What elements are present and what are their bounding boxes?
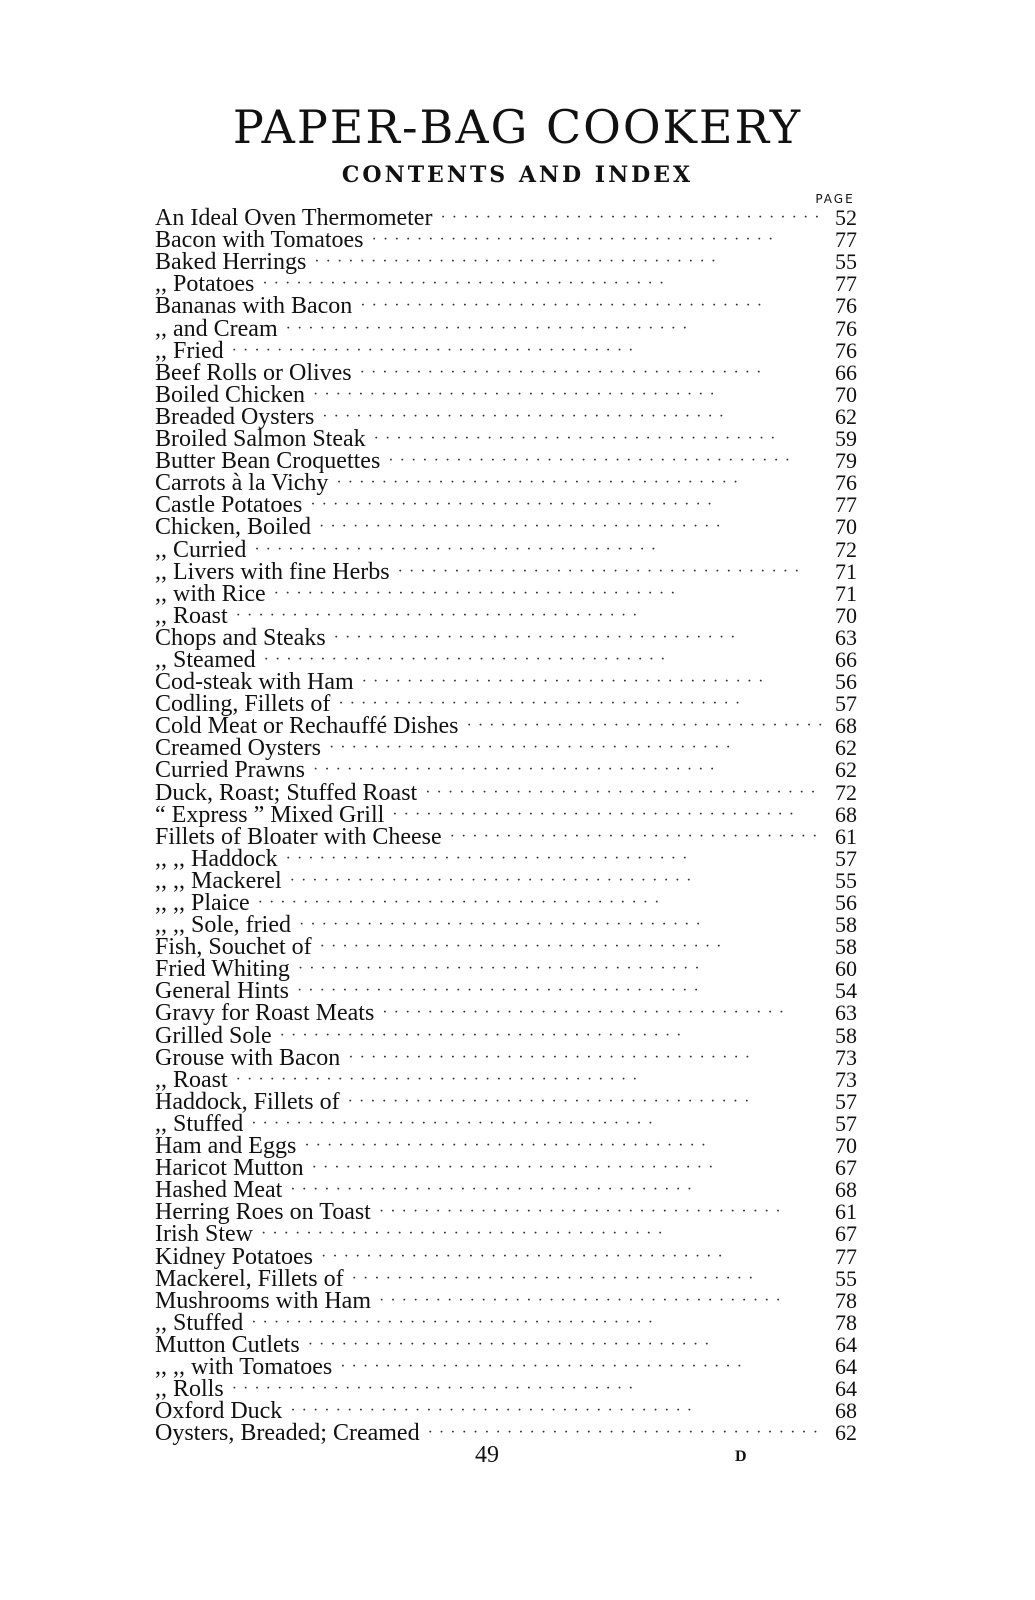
entry-page-number: 79 xyxy=(835,448,857,474)
dot-leader xyxy=(243,1113,822,1135)
index-list xyxy=(155,205,870,1447)
page-subtitle: CONTENTS AND INDEX xyxy=(341,162,694,188)
entry-title: An Ideal Oven Thermometer xyxy=(155,205,433,232)
dot-leader xyxy=(224,1378,822,1400)
entry-page-number: 72 xyxy=(835,779,857,805)
entry-page-number: 61 xyxy=(835,1199,857,1225)
index-entry xyxy=(155,823,870,850)
index-entry xyxy=(155,1066,870,1093)
entry-title: Kidney Potatoes xyxy=(155,1243,313,1270)
dot-leader xyxy=(290,958,822,980)
index-entry xyxy=(155,1044,870,1071)
entry-page-number: 76 xyxy=(835,470,857,496)
entry-title: Breaded Oysters xyxy=(155,403,315,430)
index-entry xyxy=(155,1177,870,1204)
index-entry xyxy=(155,381,870,408)
entry-title: ,, ,, with Tomatoes xyxy=(155,1353,333,1380)
index-entry xyxy=(155,558,870,585)
dot-leader xyxy=(243,1312,822,1334)
dot-leader xyxy=(228,1069,822,1091)
index-entry xyxy=(155,1420,870,1447)
entry-title: ,, Rolls xyxy=(155,1376,224,1403)
dot-leader xyxy=(371,1290,822,1312)
entry-page-number: 77 xyxy=(835,271,857,297)
dot-leader xyxy=(272,1025,822,1047)
entry-page-number: 59 xyxy=(835,426,857,452)
entry-title: ,, Steamed xyxy=(155,646,256,673)
entry-title: ,, ,, Plaice xyxy=(155,890,250,916)
entry-page-number: 61 xyxy=(835,823,857,849)
entry-page-number: 73 xyxy=(835,1066,857,1092)
entry-title: Haddock, Fillets of xyxy=(155,1088,340,1115)
dot-leader xyxy=(224,340,822,362)
page-column-header: PAGE xyxy=(815,192,855,206)
dot-leader xyxy=(305,759,822,781)
dot-leader xyxy=(312,936,822,958)
index-entry xyxy=(155,1022,870,1049)
entry-title: “ Express ” Mixed Grill xyxy=(155,801,385,828)
entry-title: ,, Roast xyxy=(155,602,228,629)
index-entry xyxy=(155,1287,870,1314)
entry-page-number: 62 xyxy=(835,735,857,761)
entry-page-number: 55 xyxy=(835,249,857,275)
dot-leader xyxy=(384,804,822,826)
index-entry xyxy=(155,1110,870,1137)
index-entry xyxy=(155,514,870,541)
dot-leader xyxy=(328,472,822,494)
entry-page-number: 68 xyxy=(835,1177,857,1203)
dot-leader xyxy=(278,318,822,340)
index-entry xyxy=(155,359,870,386)
entry-page-number: 55 xyxy=(835,867,857,893)
entry-title: ,, Livers with fine Herbs xyxy=(155,558,390,585)
index-entry xyxy=(155,956,870,983)
index-entry xyxy=(155,1243,870,1270)
dot-leader xyxy=(380,450,822,472)
dot-leader xyxy=(330,693,822,715)
index-entry xyxy=(155,801,870,828)
entry-title: Codling, Fillets of xyxy=(155,691,331,718)
dot-leader xyxy=(458,715,822,737)
entry-title: Castle Potatoes xyxy=(155,492,303,519)
entry-page-number: 70 xyxy=(835,381,857,407)
dot-leader xyxy=(289,980,822,1002)
index-entry xyxy=(155,669,870,696)
entry-title: Duck, Roast; Stuffed Roast xyxy=(155,779,418,806)
entry-page-number: 62 xyxy=(835,757,857,783)
entry-page-number: 57 xyxy=(835,845,857,871)
index-entry xyxy=(155,602,870,629)
entry-page-number: 66 xyxy=(835,646,857,672)
entry-title: Cod-steak with Ham xyxy=(155,669,354,696)
dot-leader xyxy=(340,1047,822,1069)
index-entry xyxy=(155,315,870,342)
index-entry xyxy=(155,978,870,1005)
index-entry xyxy=(155,1088,870,1115)
dot-leader xyxy=(246,539,822,561)
dot-leader xyxy=(332,1356,822,1378)
entry-page-number: 76 xyxy=(835,337,857,363)
index-entry xyxy=(155,691,870,718)
entry-title: Cold Meat or Rechauffé Dishes xyxy=(155,713,459,740)
entry-page-number: 73 xyxy=(835,1044,857,1070)
entry-title: ,, with Rice xyxy=(155,580,266,607)
dot-leader xyxy=(321,737,822,759)
dot-leader xyxy=(250,892,822,914)
index-entry xyxy=(155,892,870,914)
index-entry xyxy=(155,845,870,872)
entry-page-number: 56 xyxy=(835,669,857,695)
dot-leader xyxy=(313,1246,822,1268)
dot-leader xyxy=(390,561,822,583)
dot-leader xyxy=(371,1201,822,1223)
index-entry xyxy=(155,337,870,364)
dot-leader xyxy=(304,1157,822,1179)
entry-page-number: 60 xyxy=(835,956,857,982)
entry-page-number: 68 xyxy=(835,1398,857,1424)
index-entry xyxy=(155,779,870,806)
dot-leader xyxy=(302,494,822,516)
entry-title: Broiled Salmon Steak xyxy=(155,426,366,453)
index-entry xyxy=(155,934,870,961)
index-entry xyxy=(155,1199,870,1226)
entry-title: ,, Curried xyxy=(155,536,247,563)
entry-title: Chicken, Boiled xyxy=(155,514,311,541)
entry-page-number: 77 xyxy=(835,492,857,518)
index-entry xyxy=(155,448,870,475)
dot-leader xyxy=(420,1422,822,1444)
dot-leader xyxy=(432,207,822,229)
entry-title: Haricot Mutton xyxy=(155,1155,304,1182)
index-entry xyxy=(155,912,870,939)
entry-title: Creamed Oysters xyxy=(155,735,321,762)
entry-page-number: 70 xyxy=(835,1133,857,1159)
page-title: PAPER-BAG COOKERY xyxy=(232,100,803,154)
dot-leader xyxy=(278,848,822,870)
index-entry xyxy=(155,536,870,563)
index-entry xyxy=(155,227,870,254)
index-entry xyxy=(155,1000,870,1027)
index-entry xyxy=(155,426,870,453)
entry-page-number: 71 xyxy=(835,580,857,606)
entry-title: ,, Stuffed xyxy=(155,1110,244,1137)
dot-leader xyxy=(282,1400,822,1422)
dot-leader xyxy=(296,1135,822,1157)
dot-leader xyxy=(266,583,822,605)
index-entry xyxy=(155,470,870,497)
entry-title: ,, ,, Mackerel xyxy=(155,867,282,894)
entry-title: General Hints xyxy=(155,978,289,1005)
entry-title: Beef Rolls or Olives xyxy=(155,359,352,386)
entry-title: ,, and Cream xyxy=(155,315,278,342)
index-entry xyxy=(155,205,870,232)
index-entry xyxy=(155,735,870,762)
dot-leader xyxy=(417,782,822,804)
entry-title: Butter Bean Croquettes xyxy=(155,448,381,475)
entry-page-number: 62 xyxy=(835,403,857,429)
entry-page-number: 63 xyxy=(835,1000,857,1026)
dot-leader xyxy=(364,229,822,251)
entry-title: Curried Prawns xyxy=(155,757,305,784)
index-entry xyxy=(155,271,870,298)
signature-mark: D xyxy=(735,1448,747,1465)
entry-page-number: 62 xyxy=(835,1420,857,1446)
entry-title: Bacon with Tomatoes xyxy=(155,227,364,254)
entry-page-number: 78 xyxy=(835,1309,857,1335)
entry-title: ,, Stuffed xyxy=(155,1309,244,1336)
index-entry xyxy=(155,646,870,673)
dot-leader xyxy=(256,649,822,671)
entry-title: Baked Herrings xyxy=(155,249,307,276)
entry-page-number: 57 xyxy=(835,1088,857,1114)
entry-page-number: 58 xyxy=(835,912,857,938)
entry-title: Gravy for Roast Meats xyxy=(155,1000,375,1027)
entry-page-number: 57 xyxy=(835,1110,857,1136)
dot-leader xyxy=(300,1334,822,1356)
index-entry xyxy=(155,1221,870,1248)
entry-page-number: 58 xyxy=(835,1022,857,1048)
entry-title: Boiled Chicken xyxy=(155,381,305,408)
entry-page-number: 71 xyxy=(835,558,857,584)
entry-page-number: 56 xyxy=(835,890,857,915)
dot-leader xyxy=(352,362,822,384)
entry-title: Bananas with Bacon xyxy=(155,293,353,320)
entry-page-number: 68 xyxy=(835,713,857,739)
page-number: 49 xyxy=(475,1442,499,1468)
index-entry xyxy=(155,580,870,607)
entry-title: Irish Stew xyxy=(155,1221,253,1248)
index-entry xyxy=(155,757,870,784)
entry-title: Chops and Steaks xyxy=(155,624,326,651)
entry-page-number: 77 xyxy=(835,227,857,253)
dot-leader xyxy=(253,1223,822,1245)
index-entry xyxy=(155,1133,870,1160)
index-entry xyxy=(155,403,870,430)
dot-leader xyxy=(282,1179,822,1201)
entry-page-number: 78 xyxy=(835,1287,857,1313)
entry-page-number: 70 xyxy=(835,514,857,540)
dot-leader xyxy=(344,1268,822,1290)
entry-title: Herring Roes on Toast xyxy=(155,1199,371,1226)
entry-title: Fish, Souchet of xyxy=(155,934,312,961)
entry-page-number: 57 xyxy=(835,691,857,717)
dot-leader xyxy=(291,914,822,936)
entry-page-number: 72 xyxy=(835,536,857,562)
dot-leader xyxy=(306,251,822,273)
entry-page-number: 64 xyxy=(835,1376,857,1402)
index-entry xyxy=(155,1376,870,1403)
entry-page-number: 67 xyxy=(835,1155,857,1181)
index-entry xyxy=(155,1309,870,1336)
entry-page-number: 55 xyxy=(835,1265,857,1291)
index-entry xyxy=(155,492,870,519)
dot-leader xyxy=(314,406,822,428)
entry-page-number: 58 xyxy=(835,934,857,960)
entry-title: ,, Fried xyxy=(155,337,224,364)
entry-title: Fried Whiting xyxy=(155,956,290,983)
dot-leader xyxy=(442,826,822,848)
entry-page-number: 77 xyxy=(835,1243,857,1269)
entry-page-number: 70 xyxy=(835,602,857,628)
dot-leader xyxy=(326,627,822,649)
dot-leader xyxy=(305,384,822,406)
entry-page-number: 63 xyxy=(835,624,857,650)
entry-title: Mutton Cutlets xyxy=(155,1331,300,1358)
dot-leader xyxy=(254,273,822,295)
entry-page-number: 64 xyxy=(835,1353,857,1379)
index-entry xyxy=(155,1155,870,1182)
entry-title: Ham and Eggs xyxy=(155,1133,297,1160)
index-entry xyxy=(155,1331,870,1358)
entry-page-number: 67 xyxy=(835,1221,857,1247)
index-entry xyxy=(155,867,870,894)
entry-page-number: 76 xyxy=(835,293,857,319)
entry-page-number: 54 xyxy=(835,978,857,1004)
entry-page-number: 64 xyxy=(835,1331,857,1357)
dot-leader xyxy=(311,516,822,538)
entry-title: Hashed Meat xyxy=(155,1177,283,1204)
entry-title: Oysters, Breaded; Creamed xyxy=(155,1420,420,1447)
index-entry xyxy=(155,293,870,320)
entry-page-number: 76 xyxy=(835,315,857,341)
dot-leader xyxy=(366,428,822,450)
index-entry xyxy=(155,713,870,740)
entry-page-number: 66 xyxy=(835,359,857,385)
entry-title: ,, Potatoes xyxy=(155,271,255,298)
entry-title: Oxford Duck xyxy=(155,1398,283,1425)
entry-title: Carrots à la Vichy xyxy=(155,470,329,497)
entry-page-number: 52 xyxy=(835,205,857,231)
dot-leader xyxy=(228,605,822,627)
dot-leader xyxy=(374,1002,822,1024)
index-entry xyxy=(155,624,870,651)
entry-title: Fillets of Bloater with Cheese xyxy=(155,823,442,850)
entry-title: ,, ,, Sole, fried xyxy=(155,912,291,939)
entry-title: Grilled Sole xyxy=(155,1022,272,1049)
index-entry xyxy=(155,249,870,276)
dot-leader xyxy=(354,671,822,693)
entry-title: Grouse with Bacon xyxy=(155,1044,341,1071)
index-entry xyxy=(155,1398,870,1425)
dot-leader xyxy=(352,295,822,317)
dot-leader xyxy=(340,1091,822,1113)
entry-page-number: 68 xyxy=(835,801,857,827)
index-entry xyxy=(155,1353,870,1380)
index-entry xyxy=(155,1265,870,1292)
dot-leader xyxy=(282,870,822,892)
entry-title: ,, Roast xyxy=(155,1066,228,1093)
entry-title: Mushrooms with Ham xyxy=(155,1287,371,1314)
entry-title: ,, ,, Haddock xyxy=(155,845,278,872)
entry-title: Mackerel, Fillets of xyxy=(155,1265,344,1292)
